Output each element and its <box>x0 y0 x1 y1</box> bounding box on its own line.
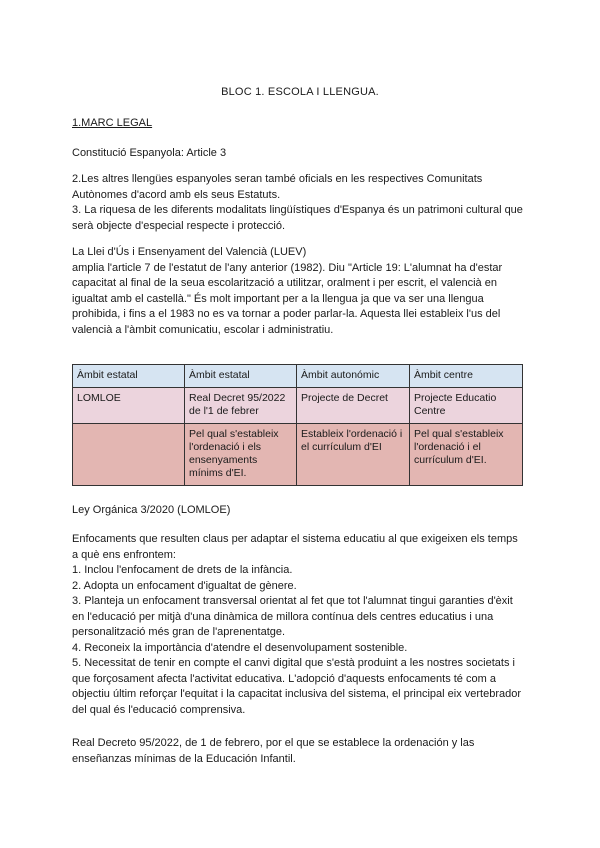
table-row <box>73 424 523 486</box>
text-line: en l'educació per mitjà d'una dinàmica de millora contínua dels centres educatius i una <box>72 610 494 623</box>
section-heading-marc-legal: 1.MARC LEGAL <box>72 117 153 129</box>
text-line: serà objecte d'especial respecte i protecció. <box>72 219 286 232</box>
table-header-cell: Àmbit estatal <box>185 365 297 388</box>
text-line: que forçosament afecta l'activitat educativa. L'adopció d'aquests enfocaments té com a <box>72 672 496 685</box>
text-line: 2.Les altres llengües espanyoles seran també oficials en les respectives Comunitats <box>72 173 483 185</box>
text-line: 5. Necessitat de tenir en compte el canvi digital que s'està produint a les nostres societats i <box>72 657 515 669</box>
luev-heading: La Llei d'Ús i Ensenyament del Valencià (LUEV) <box>72 246 307 258</box>
table-header-row <box>73 365 523 388</box>
lomloe-paragraph <box>72 532 532 718</box>
luev-paragraph <box>72 245 532 338</box>
table-cell <box>73 424 185 486</box>
real-decreto-paragraph <box>72 736 532 767</box>
text-line: objectiu últim reforçar l'equitat i la capacitat inclusiva del sistema, el principal eix vertebrador <box>72 688 522 700</box>
text-line: amplia l'article 7 de l'estatut de l'any anterior (1982). Diu "Article 19: L'alumnat ha d'estar <box>72 261 503 274</box>
constitution-paragraph <box>72 172 532 234</box>
table-cell: Estableix l'ordenació i el currículum d'EI <box>297 424 410 486</box>
text-line: capacitat al final de la seua escolarització a utilitzar, oralment i per escrit, el valencià en <box>72 277 497 289</box>
text-line: 3. La riquesa de les diferents modalitats lingüístiques d'Espanya és un patrimoni cultural que <box>72 204 523 216</box>
text-line: enseñanzas mínimas de la Educación Infantil. <box>72 752 296 765</box>
table-cell: Projecte de Decret <box>297 388 410 424</box>
table-cell: Pel qual s'estableix l'ordenació i el currículum d'EI. <box>410 424 523 486</box>
table-header-cell: Àmbit centre <box>410 365 523 388</box>
text-line: 1. Inclou l'enfocament de drets de la infància. <box>72 564 293 576</box>
table-row <box>73 388 523 424</box>
text-line: 4. Reconeix la importància d'atendre el desenvolupament sostenible. <box>72 641 408 654</box>
text-line: 2. Adopta un enfocament d'igualtat de gènere. <box>72 579 297 592</box>
text-line: personalització més gran de l'aprenentatge. <box>72 626 286 638</box>
text-line: del qual és l'educació comprensiva. <box>72 703 246 716</box>
legal-framework-table <box>72 364 523 486</box>
table-cell: Projecte Educatio Centre <box>410 388 523 424</box>
text-line: a què ens enfrontem: <box>72 548 176 561</box>
text-line: Enfocaments que resulten claus per adaptar el sistema educatiu al que exigeixen els temps <box>72 533 518 545</box>
table-cell: LOMLOE <box>73 388 185 424</box>
table-cell: Pel qual s'estableix l'ordenació i els ensenyaments mínims d'EI. <box>185 424 297 486</box>
text-line: igualtat amb el castellà." És molt important per a la llengua ja que va ser una llengua <box>72 292 484 305</box>
constitution-heading: Constitució Espanyola: Article 3 <box>72 147 227 159</box>
page-title: BLOC 1. ESCOLA I LLENGUA. <box>221 86 379 98</box>
table-header-cell: Àmbit estatal <box>73 365 185 388</box>
text-line: Autònomes d'acord amb els seus Estatuts. <box>72 188 281 201</box>
lomloe-heading: Ley Orgánica 3/2020 (LOMLOE) <box>72 504 231 516</box>
text-line: Real Decreto 95/2022, de 1 de febrero, por el que se establece la ordenación y las <box>72 737 475 749</box>
table-cell: Real Decret 95/2022 de l'1 de febrer <box>185 388 297 424</box>
text-line: 3. Planteja un enfocament transversal orientat al fet que tot l'alumnat tingui garanties d'èxit <box>72 595 513 607</box>
table-header-cell: Àmbit autonómic <box>297 365 410 388</box>
text-line: prohibida, i fins a el 1983 no es va tornar a poder parlar-la. Aquesta llei estableix l'us del <box>72 308 501 320</box>
text-line: valencià a l'àmbit comunicatiu, escolar i administratiu. <box>72 323 334 336</box>
